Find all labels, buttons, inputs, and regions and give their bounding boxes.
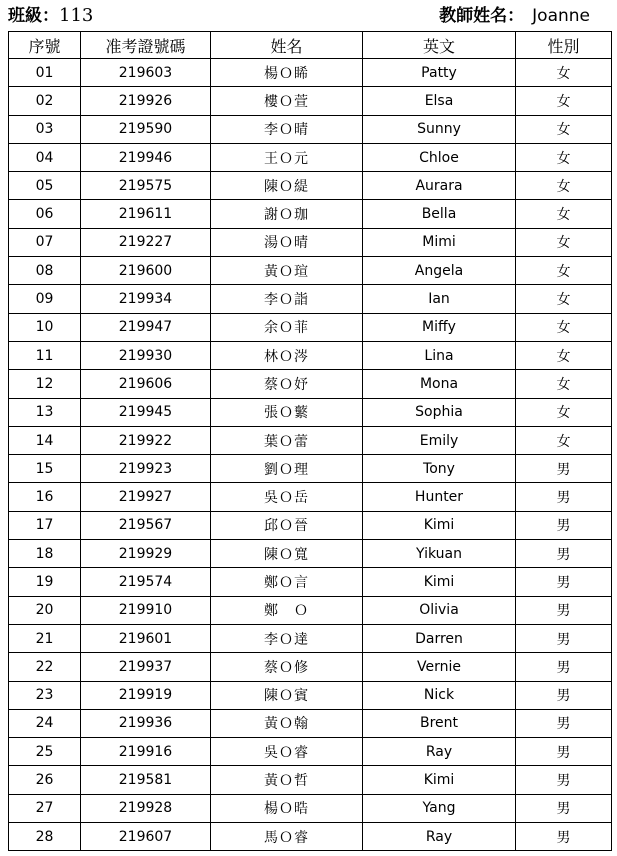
cell-exam-id: 219946 xyxy=(81,143,211,171)
cell-english-name: Bella xyxy=(363,200,516,228)
table-row xyxy=(9,596,612,624)
cell-seq: 03 xyxy=(9,115,81,143)
cell-seq: 12 xyxy=(9,370,81,398)
cell-name: 李Ｏ晴 xyxy=(211,115,363,143)
cell-name: 鄭Ｏ言 xyxy=(211,568,363,596)
cell-seq: 06 xyxy=(9,200,81,228)
cell-exam-id: 219930 xyxy=(81,341,211,369)
cell-seq: 13 xyxy=(9,398,81,426)
cell-english-name: Sunny xyxy=(363,115,516,143)
cell-exam-id: 219926 xyxy=(81,87,211,115)
cell-english-name: Lina xyxy=(363,341,516,369)
cell-gender: 男 xyxy=(516,624,612,652)
cell-english-name: Aurara xyxy=(363,172,516,200)
column-header-name: 姓名 xyxy=(211,32,363,59)
cell-exam-id: 219919 xyxy=(81,681,211,709)
cell-name: 吳Ｏ岳 xyxy=(211,483,363,511)
cell-name: 張Ｏ蘩 xyxy=(211,398,363,426)
cell-gender: 女 xyxy=(516,370,612,398)
cell-seq: 14 xyxy=(9,426,81,454)
cell-name: 李Ｏ詣 xyxy=(211,285,363,313)
table-row xyxy=(9,313,612,341)
column-header-english: 英文 xyxy=(363,32,516,59)
cell-seq: 07 xyxy=(9,228,81,256)
table-row xyxy=(9,370,612,398)
cell-english-name: Ray xyxy=(363,738,516,766)
cell-english-name: Mona xyxy=(363,370,516,398)
column-header-seq: 序號 xyxy=(9,32,81,59)
cell-seq: 25 xyxy=(9,738,81,766)
cell-gender: 女 xyxy=(516,115,612,143)
cell-gender: 女 xyxy=(516,143,612,171)
cell-english-name: Yikuan xyxy=(363,540,516,568)
teacher-label: 教師姓名： xyxy=(439,6,525,26)
cell-seq: 22 xyxy=(9,653,81,681)
table-row xyxy=(9,257,612,285)
cell-english-name: Chloe xyxy=(363,143,516,171)
cell-english-name: Sophia xyxy=(363,398,516,426)
cell-name: 陳Ｏ寬 xyxy=(211,540,363,568)
cell-exam-id: 219934 xyxy=(81,285,211,313)
cell-seq: 17 xyxy=(9,511,81,539)
table-row xyxy=(9,738,612,766)
cell-exam-id: 219937 xyxy=(81,653,211,681)
cell-name: 黃Ｏ瑄 xyxy=(211,257,363,285)
cell-seq: 19 xyxy=(9,568,81,596)
cell-gender: 男 xyxy=(516,540,612,568)
cell-exam-id: 219945 xyxy=(81,398,211,426)
cell-name: 楊Ｏ睎 xyxy=(211,59,363,87)
cell-english-name: Emily xyxy=(363,426,516,454)
cell-name: 湯Ｏ晴 xyxy=(211,228,363,256)
cell-exam-id: 219600 xyxy=(81,257,211,285)
cell-exam-id: 219574 xyxy=(81,568,211,596)
cell-gender: 女 xyxy=(516,200,612,228)
table-row xyxy=(9,511,612,539)
cell-gender: 男 xyxy=(516,653,612,681)
cell-gender: 男 xyxy=(516,483,612,511)
cell-name: 謝Ｏ珈 xyxy=(211,200,363,228)
cell-exam-id: 219936 xyxy=(81,709,211,737)
cell-exam-id: 219606 xyxy=(81,370,211,398)
cell-exam-id: 219581 xyxy=(81,766,211,794)
cell-gender: 男 xyxy=(516,823,612,851)
cell-gender: 女 xyxy=(516,398,612,426)
cell-english-name: Ray xyxy=(363,823,516,851)
cell-english-name: Vernie xyxy=(363,653,516,681)
table-row xyxy=(9,455,612,483)
cell-exam-id: 219227 xyxy=(81,228,211,256)
cell-name: 李Ｏ達 xyxy=(211,624,363,652)
cell-gender: 女 xyxy=(516,59,612,87)
cell-gender: 男 xyxy=(516,568,612,596)
table-row xyxy=(9,624,612,652)
roster-header xyxy=(8,4,610,28)
cell-exam-id: 219947 xyxy=(81,313,211,341)
cell-name: 蔡Ｏ修 xyxy=(211,653,363,681)
cell-seq: 27 xyxy=(9,794,81,822)
cell-gender: 女 xyxy=(516,228,612,256)
class-value: 113 xyxy=(59,5,94,26)
cell-exam-id: 219607 xyxy=(81,823,211,851)
cell-english-name: Olivia xyxy=(363,596,516,624)
cell-english-name: Tony xyxy=(363,455,516,483)
cell-name: 樓Ｏ萱 xyxy=(211,87,363,115)
table-row xyxy=(9,426,612,454)
cell-english-name: Kimi xyxy=(363,568,516,596)
cell-seq: 16 xyxy=(9,483,81,511)
cell-exam-id: 219611 xyxy=(81,200,211,228)
cell-exam-id: 219601 xyxy=(81,624,211,652)
cell-exam-id: 219910 xyxy=(81,596,211,624)
cell-name: 邱Ｏ晉 xyxy=(211,511,363,539)
cell-seq: 23 xyxy=(9,681,81,709)
cell-gender: 女 xyxy=(516,341,612,369)
cell-seq: 21 xyxy=(9,624,81,652)
cell-gender: 女 xyxy=(516,87,612,115)
table-body xyxy=(9,59,612,851)
cell-english-name: Patty xyxy=(363,59,516,87)
cell-exam-id: 219567 xyxy=(81,511,211,539)
cell-gender: 女 xyxy=(516,426,612,454)
cell-seq: 10 xyxy=(9,313,81,341)
cell-english-name: Angela xyxy=(363,257,516,285)
cell-seq: 04 xyxy=(9,143,81,171)
cell-english-name: Brent xyxy=(363,709,516,737)
cell-gender: 男 xyxy=(516,709,612,737)
table-row xyxy=(9,540,612,568)
cell-exam-id: 219590 xyxy=(81,115,211,143)
cell-gender: 男 xyxy=(516,794,612,822)
cell-name: 鄭 Ｏ xyxy=(211,596,363,624)
table-row xyxy=(9,653,612,681)
cell-name: 陳Ｏ賓 xyxy=(211,681,363,709)
cell-english-name: Nick xyxy=(363,681,516,709)
table-row xyxy=(9,285,612,313)
teacher-info xyxy=(439,4,590,28)
cell-name: 葉Ｏ蕾 xyxy=(211,426,363,454)
table-row xyxy=(9,681,612,709)
cell-seq: 20 xyxy=(9,596,81,624)
cell-exam-id: 219916 xyxy=(81,738,211,766)
cell-name: 余Ｏ菲 xyxy=(211,313,363,341)
table-row xyxy=(9,143,612,171)
cell-english-name: Darren xyxy=(363,624,516,652)
cell-exam-id: 219922 xyxy=(81,426,211,454)
cell-gender: 男 xyxy=(516,681,612,709)
cell-english-name: Miffy xyxy=(363,313,516,341)
cell-exam-id: 219923 xyxy=(81,455,211,483)
cell-exam-id: 219927 xyxy=(81,483,211,511)
cell-gender: 男 xyxy=(516,596,612,624)
table-row xyxy=(9,228,612,256)
student-roster-table xyxy=(8,31,612,851)
table-row xyxy=(9,794,612,822)
cell-name: 王Ｏ元 xyxy=(211,143,363,171)
cell-name: 馬Ｏ睿 xyxy=(211,823,363,851)
cell-seq: 11 xyxy=(9,341,81,369)
cell-seq: 09 xyxy=(9,285,81,313)
table-row xyxy=(9,398,612,426)
cell-english-name: Mimi xyxy=(363,228,516,256)
table-row xyxy=(9,172,612,200)
cell-seq: 05 xyxy=(9,172,81,200)
table-row xyxy=(9,87,612,115)
cell-gender: 女 xyxy=(516,313,612,341)
cell-seq: 08 xyxy=(9,257,81,285)
cell-gender: 男 xyxy=(516,766,612,794)
cell-exam-id: 219575 xyxy=(81,172,211,200)
table-row xyxy=(9,823,612,851)
table-row xyxy=(9,483,612,511)
cell-seq: 02 xyxy=(9,87,81,115)
cell-name: 吳Ｏ睿 xyxy=(211,738,363,766)
table-row xyxy=(9,341,612,369)
table-row xyxy=(9,568,612,596)
cell-seq: 28 xyxy=(9,823,81,851)
cell-exam-id: 219928 xyxy=(81,794,211,822)
cell-name: 陳Ｏ緹 xyxy=(211,172,363,200)
cell-english-name: Kimi xyxy=(363,766,516,794)
cell-exam-id: 219603 xyxy=(81,59,211,87)
cell-name: 林Ｏ涔 xyxy=(211,341,363,369)
table-row xyxy=(9,59,612,87)
cell-name: 蔡Ｏ妤 xyxy=(211,370,363,398)
cell-gender: 男 xyxy=(516,738,612,766)
teacher-value: Joanne xyxy=(532,6,590,26)
cell-english-name: Elsa xyxy=(363,87,516,115)
cell-gender: 女 xyxy=(516,257,612,285)
table-header-row xyxy=(9,32,612,59)
table-row xyxy=(9,200,612,228)
class-label: 班級： xyxy=(8,6,59,26)
cell-seq: 26 xyxy=(9,766,81,794)
cell-seq: 01 xyxy=(9,59,81,87)
column-header-gender: 性別 xyxy=(516,32,612,59)
cell-english-name: Ian xyxy=(363,285,516,313)
cell-name: 楊Ｏ晧 xyxy=(211,794,363,822)
cell-name: 劉Ｏ理 xyxy=(211,455,363,483)
cell-exam-id: 219929 xyxy=(81,540,211,568)
cell-gender: 女 xyxy=(516,172,612,200)
column-header-id: 准考證號碼 xyxy=(81,32,211,59)
cell-english-name: Yang xyxy=(363,794,516,822)
table-row xyxy=(9,766,612,794)
class-info xyxy=(8,4,93,28)
table-row xyxy=(9,709,612,737)
cell-gender: 男 xyxy=(516,511,612,539)
cell-seq: 18 xyxy=(9,540,81,568)
cell-name: 黃Ｏ哲 xyxy=(211,766,363,794)
cell-english-name: Hunter xyxy=(363,483,516,511)
cell-seq: 15 xyxy=(9,455,81,483)
cell-seq: 24 xyxy=(9,709,81,737)
cell-gender: 女 xyxy=(516,285,612,313)
cell-name: 黃Ｏ翰 xyxy=(211,709,363,737)
cell-gender: 男 xyxy=(516,455,612,483)
table-row xyxy=(9,115,612,143)
cell-english-name: Kimi xyxy=(363,511,516,539)
